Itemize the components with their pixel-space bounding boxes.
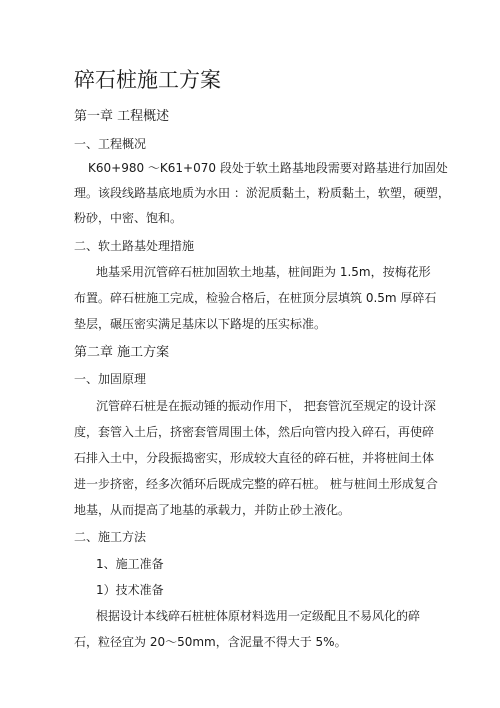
section-1-2-heading: 二、软土路基处理措施 — [74, 239, 195, 253]
paragraph-line: K60+980 ～K61+070 段处于软土路基地段需要对路基进行加固处 — [88, 161, 448, 175]
document-title: 碎石桩施工方案 — [74, 68, 221, 92]
paragraph-line: 布置。碎石桩施工完成，检验合格后，在桩顶分层填筑 0.5m 厚碎石 — [74, 291, 437, 305]
section-2-1-heading: 一、加固原理 — [74, 372, 147, 386]
paragraph-line: 垫层，碾压密实满足基床以下路堤的压实标准。 — [74, 317, 327, 331]
paragraph-line: 地基，从而提高了地基的承载力，并防止砂土液化。 — [74, 503, 351, 517]
paragraph-line: 石，粒径宜为 20～50mm，含泥量不得大于 5%。 — [74, 635, 347, 649]
paragraph-line: 度，套管入土后，挤密套管周围土体，然后向管内投入碎石，再使碎 — [74, 425, 435, 439]
chapter-1-heading: 第一章 工程概述 — [74, 109, 170, 124]
paragraph-line: 石排入土中，分段振捣密实，形成较大直径的碎石桩，并将桩间土体 — [74, 451, 435, 465]
subsection-heading: 1）技术准备 — [96, 583, 164, 597]
paragraph-line: 根据设计本线碎石桩桩体原材料选用一定级配且不易风化的碎 — [96, 609, 421, 623]
paragraph-line: 进一步挤密，经多次循环后既成完整的碎石桩。 桩与桩间土形成复合 — [74, 477, 438, 491]
subsection-heading: 1、施工准备 — [96, 557, 164, 571]
section-2-2-heading: 二、施工方法 — [74, 530, 147, 544]
paragraph-line: 理。该段线路基底地质为水田 ：淤泥质黏土，粉质黏土，软塑，硬塑， — [74, 186, 450, 200]
chapter-2-heading: 第二章 施工方案 — [74, 345, 170, 360]
section-1-1-heading: 一、工程概况 — [74, 137, 147, 151]
paragraph-line: 沉管碎石桩是在振动锤的振动作用下， 把套管沉至规定的设计深 — [96, 399, 436, 413]
paragraph-line: 粉砂，中密、饱和。 — [74, 211, 183, 225]
paragraph-line: 地基采用沉管碎石桩加固软土地基，桩间距为 1.5m，按梅花形 — [96, 265, 431, 279]
